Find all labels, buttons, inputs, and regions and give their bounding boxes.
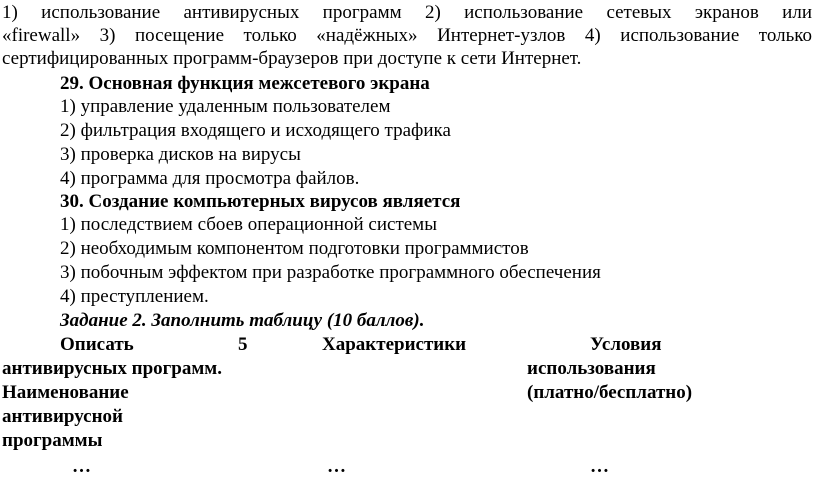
question-30-title: 30. Создание компьютерных вирусов является (60, 191, 461, 212)
q29-option-1: 1) управление удаленным пользователем (60, 96, 391, 117)
table-col3-line-2: использования (527, 358, 656, 379)
q30-option-4: 4) преступлением. (60, 286, 209, 307)
intro-line-1: 1) использование антивирусных программ 2) использование сетевых экранов или (2, 2, 812, 23)
table-col3-line-1: Условия (590, 334, 662, 355)
intro-line-3: сертифицированных программ-браузеров при доступе к сети Интернет. (2, 48, 582, 69)
table-col1-word-2: 5 (238, 334, 248, 355)
table-col1-line-3: Наименование (2, 382, 129, 403)
table-ellipsis-2: … (327, 456, 346, 477)
table-col2-header: Характеристики (322, 334, 467, 355)
q29-option-3: 3) проверка дисков на вирусы (60, 144, 301, 165)
q30-option-1: 1) последствием сбоев операционной системы (60, 214, 437, 235)
question-29-title: 29. Основная функция межсетевого экрана (60, 73, 430, 94)
table-col1-line-2: антивирусных программ. (2, 358, 222, 379)
q30-option-3: 3) побочным эффектом при разработке программного обеспечения (60, 262, 601, 283)
intro-line-2: «firewall» 3) посещение только «надёжных» Интернет-узлов 4) использование только (2, 25, 812, 46)
q30-option-2: 2) необходимым компонентом подготовки программистов (60, 238, 529, 259)
table-col3-line-3: (платно/бесплатно) (527, 382, 693, 403)
table-ellipsis-1: … (72, 456, 91, 477)
task-title: Задание 2. Заполнить таблицу (10 баллов). (60, 310, 425, 331)
table-col1-line-4: антивирусной (2, 406, 123, 427)
table-ellipsis-3: … (590, 456, 609, 477)
table-col1-word-1: Описать (60, 334, 134, 355)
q29-option-2: 2) фильтрация входящего и исходящего трафика (60, 120, 451, 141)
table-col1-line-5: программы (2, 430, 103, 451)
q29-option-4: 4) программа для просмотра файлов. (60, 168, 360, 189)
